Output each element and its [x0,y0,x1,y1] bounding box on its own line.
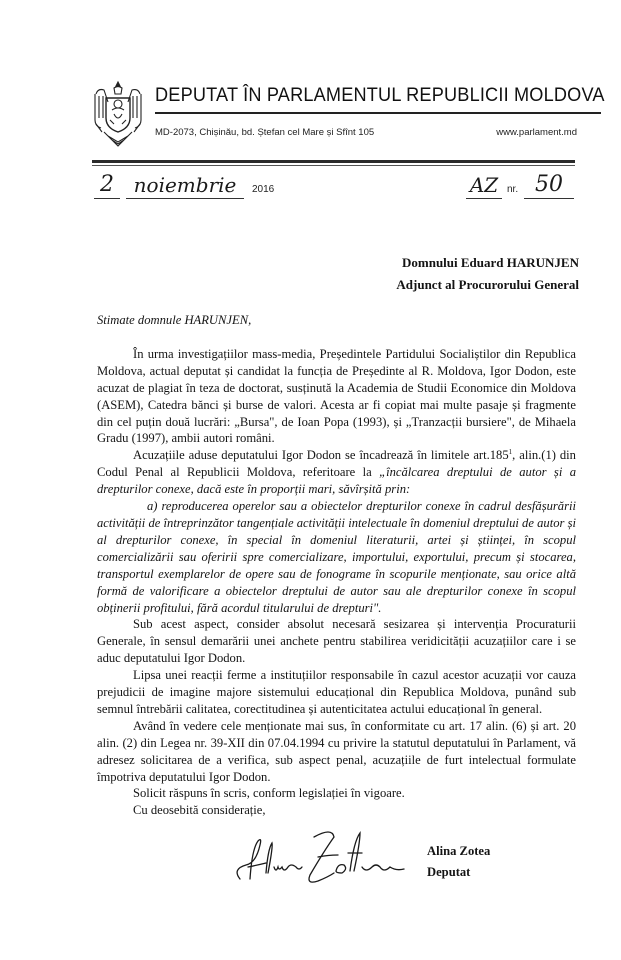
article-superscript: 1 [508,448,513,457]
paragraph-6: Având în vedere cele menționate mai sus, în conformitate cu art. 17 alin. (6) și art. 20 alin. (2) din Legea nr. 39-XII din 07.04.1994 cu privire la statutul deputatului în Parlament, vă adresez solicitarea de a verifica, sub aspect penal, acuzațiile de furt intelectual formulate împotriva deputatului Igor Dodon. [97,718,576,784]
letterhead-website[interactable]: www.parlament.md [496,127,577,138]
header-divider-thin [92,165,575,166]
recipient-position: Adjunct al Procurorului General [396,277,579,292]
paragraph-1: În urma investigațiilor mass-media, Președintele Partidului Socialiștilor din Republica Moldova, actual deputat și candidat la funcția de Președinte al R. Moldova, Igor Dodon, este acuzat de plagiat în teza de doctorat, susținută la Academia de Studii Economice din Moldova (ASEM), Catedra bănci și burse de valori. Acesta ar fi copiat mai multe pasaje și fragmente din cel puțin două lucrări: „Bursa", de Ioan Popa (1993), și „Tranzacții bursiere", de Mihaela Gradu (1997), ambii autori români. [97,346,576,446]
reference-code: AZ [466,172,502,199]
title-underline [155,112,601,114]
paragraph-2 [97,447,576,498]
paragraph-2-text-a: Acuzațiile aduse deputatului Igor Dodon se încadrează în limitele art.185 [133,448,509,463]
recipient-block [396,252,579,296]
signer-name: Alina Zotea [427,844,491,859]
date-reference-row [94,172,577,200]
salutation: Stimate domnule HARUNJEN, [97,313,252,327]
paragraph-2-quote: „încălcarea dreptului de autor și a drepturilor conexe, dacă este în proporții mari, săvîrșită prin: [97,465,576,497]
moldova-coat-of-arms-icon [92,80,144,150]
header-divider [92,160,575,163]
reference-number: 50 [524,172,574,199]
closing-line: Cu deosebită considerație, [133,803,266,818]
paragraph-2-text-b: , alin.(1) din Codul Penal al Republicii Moldova, referitoare la [97,448,576,480]
signer-block [427,841,490,883]
reference-nr-label: nr. [507,184,519,195]
handwritten-signature [232,827,407,889]
letter-body [97,312,576,895]
request-line: Solicit răspuns în scris, conform legislației în vigoare. [133,786,405,801]
letterhead-title: DEPUTAT ÎN PARLAMENTUL REPUBLICII MOLDOVA [155,84,605,106]
recipient-name: Domnului Eduard HARUNJEN [402,255,579,270]
paragraph-5: Lipsa unei reacții ferme a instituțiilor responsabile în cazul acestor acuzații vor cauza prejudicii de imagine majore sistemului educațional din Republica Moldova, punând sub semnul întrebării calitatea, corectitudinea și autenticitatea actului educațional în general. [97,668,576,716]
signer-title: Deputat [427,865,471,880]
letterhead-address: MD-2073, Chișinău, bd. Ștefan cel Mare și Sfînt 105 [155,127,375,138]
paragraph-4: Sub acest aspect, consider absolut necesară sesizarea și intervenția Procuraturii Generale, în sensul demarării unei anchete pentru stabilirea veridicității acuzațiilor care i se aduc deputatului Igor Dodon. [97,617,576,666]
paragraph-3-legal-quote: a) reproducerea operelor sau a obiectelor drepturilor conexe în cadrul desfășurării activității de întreprinzător tangențiale activității intelectuale în domeniul dreptului de autor și al drepturilor conexe, în special în domeniul literaturii, artei și științei, în scopul comercializării sau oferirii spre comercializare, importului, exportului, precum și stocarea, transportul exemplarelor de opere sau de fonograme în scopurile menționate, sau orice altă formă de valorificare a obiectelor dreptului de autor sau ale drepturilor conexe în scopul obținerii profitului, fără acordul titularului de drepturi". [97,499,576,615]
signature-row [97,825,576,895]
date-day: 2 [94,172,120,199]
date-month: noiembrie [126,172,244,199]
date-year: 2016 [252,184,275,195]
